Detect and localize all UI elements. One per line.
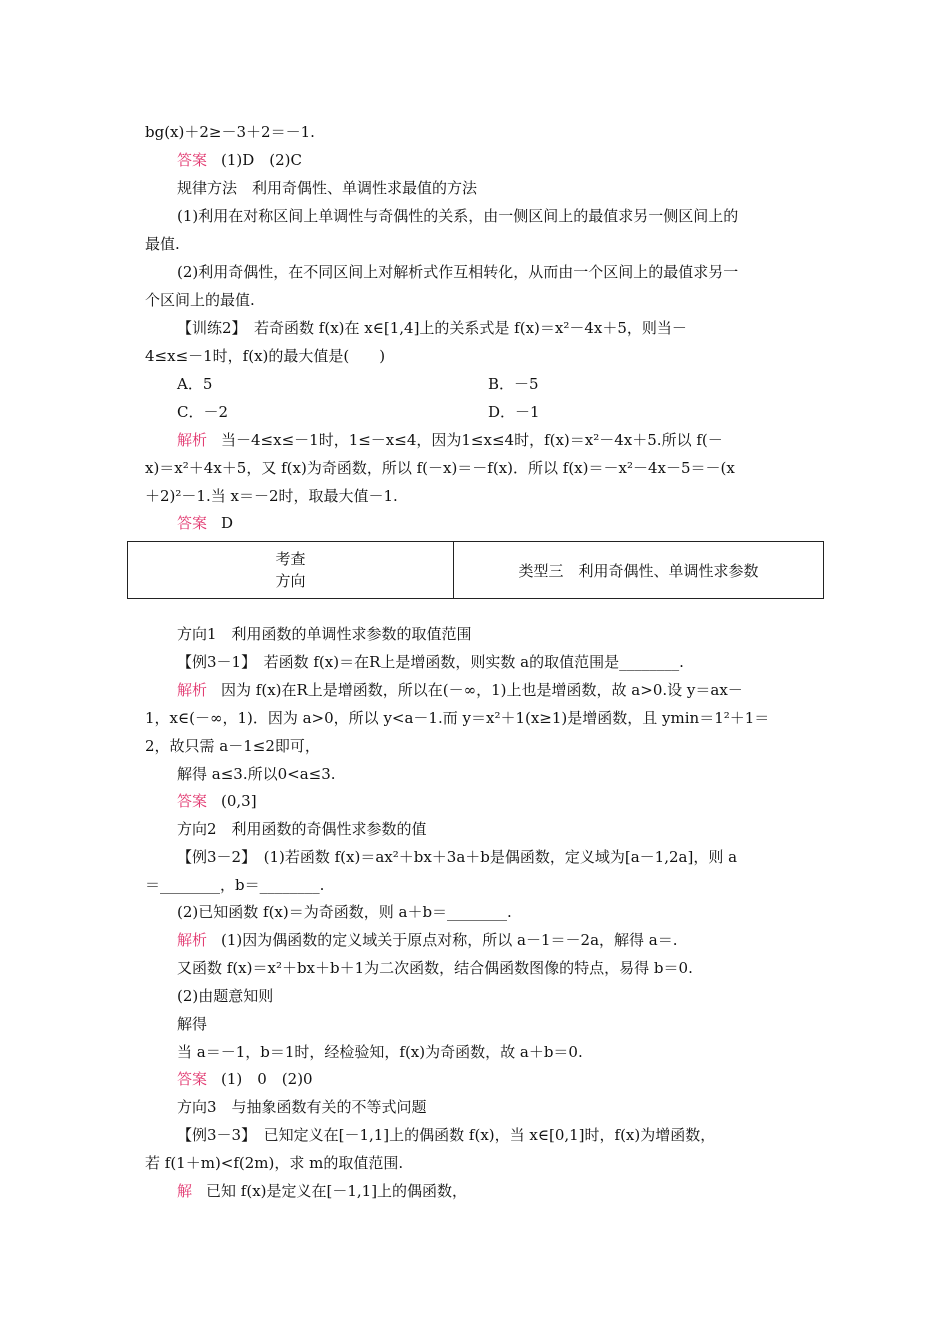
analysis-line [177, 680, 743, 700]
answer-label: 答案 [177, 792, 208, 810]
table-cell-text: 考查 [275, 550, 306, 568]
analysis-line [177, 430, 723, 450]
solution-label: 解 [177, 1182, 193, 1200]
text-line: (2)利用奇偶性，在不同区间上对解析式作互相转化，从而由一个区间上的最值求另一 [177, 263, 739, 281]
option-c: C．－2 [177, 403, 229, 421]
analysis-text: 当－4≤x≤－1时，1≤－x≤4，因为1≤x≤4时，f(x)＝x²－4x＋5.所以 f(－ [221, 431, 723, 449]
text-line: x)＝x²＋4x＋5，又 f(x)为奇函数，所以 f(－x)＝－f(x)．所以 f(x)＝－x²－4x－5＝－(x [145, 459, 735, 477]
example-line: 【例3－1】 若函数 f(x)＝在R上是增函数，则实数 a的取值范围是________. [177, 653, 684, 671]
answer-label: 答案 [177, 151, 208, 169]
example-line: 【例3－3】 已知定义在[－1,1]上的偶函数 f(x)，当 x∈[0,1]时，f(x)为增函数， [177, 1126, 716, 1144]
text-line: (2)由题意知则 [177, 987, 274, 1005]
option-a: A．5 [177, 375, 213, 393]
text-line: 最值. [145, 235, 180, 253]
section-heading: 规律方法 利用奇偶性、单调性求最值的方法 [177, 179, 478, 197]
analysis-label: 解析 [177, 681, 208, 699]
solution-line [177, 1181, 467, 1201]
option-d: D．－1 [488, 403, 540, 421]
answer-text: (1) 0 (2)0 [221, 1070, 313, 1088]
direction-heading: 方向2 利用函数的奇偶性求参数的值 [177, 820, 427, 838]
text-line: ＝________，b＝________. [145, 876, 325, 894]
answer-line [177, 1069, 313, 1089]
exercise-line: 【训练2】 若奇函数 f(x)在 x∈[1,4]上的关系式是 f(x)＝x²－4x＋5，则当－ [177, 319, 687, 337]
analysis-label: 解析 [177, 931, 208, 949]
answer-text: (1)D (2)C [221, 151, 303, 169]
example-line: 【例3－2】 (1)若函数 f(x)＝ax²＋bx＋3a＋b是偶函数，定义域为[a－1,2a]，则 a [177, 848, 738, 866]
table-cell-text: 方向 [275, 572, 306, 590]
analysis-line [177, 930, 678, 950]
text-line: 解得 [177, 1015, 208, 1033]
table-cell-header [128, 542, 454, 599]
text-line: bg(x)＋2≥－3＋2＝－1. [145, 123, 315, 141]
direction-table [127, 541, 824, 599]
answer-label: 答案 [177, 1070, 208, 1088]
answer-line [177, 791, 257, 811]
analysis-text: 因为 f(x)在R上是增函数，所以在(－∞，1)上也是增函数，故 a>0.设 y＝ax－ [221, 681, 743, 699]
text-line: 若 f(1＋m)<f(2m)，求 m的取值范围. [145, 1154, 404, 1172]
table-cell-type: 类型三 利用奇偶性、单调性求参数 [454, 542, 824, 599]
solution-text: 已知 f(x)是定义在[－1,1]上的偶函数， [206, 1182, 468, 1200]
text-line: 又函数 f(x)＝x²＋bx＋b＋1为二次函数，结合偶函数图像的特点，易得 b＝0. [177, 959, 693, 977]
answer-line [177, 513, 233, 533]
answer-text: (0,3] [221, 792, 257, 810]
text-line: 1，x∈(－∞，1)．因为 a>0，所以 y<a－1.而 y＝x²＋1(x≥1)是增函数，且 ymin＝1²＋1＝ [145, 709, 770, 727]
answer-text: D [221, 514, 234, 532]
analysis-text: (1)因为偶函数的定义域关于原点对称，所以 a－1＝－2a，解得 a＝. [221, 931, 678, 949]
text-line: 4≤x≤－1时，f(x)的最大值是( ) [145, 347, 386, 365]
direction-heading: 方向3 与抽象函数有关的不等式问题 [177, 1098, 427, 1116]
option-b: B．－5 [488, 375, 539, 393]
text-line: (1)利用在对称区间上单调性与奇偶性的关系，由一侧区间上的最值求另一侧区间上的 [177, 207, 739, 225]
text-line: ＋2)²－1.当 x＝－2时，取最大值－1. [145, 487, 398, 505]
text-line: 2，故只需 a－1≤2即可， [145, 737, 320, 755]
text-line: 解得 a≤3.所以0<a≤3. [177, 765, 336, 783]
text-line: 当 a＝－1，b＝1时，经检验知，f(x)为奇函数，故 a＋b＝0. [177, 1043, 583, 1061]
analysis-label: 解析 [177, 431, 208, 449]
answer-line [177, 150, 302, 170]
answer-label: 答案 [177, 514, 208, 532]
text-line: (2)已知函数 f(x)＝为奇函数，则 a＋b＝________. [177, 903, 512, 921]
text-line: 个区间上的最值. [145, 291, 255, 309]
direction-heading: 方向1 利用函数的单调性求参数的取值范围 [177, 625, 472, 643]
